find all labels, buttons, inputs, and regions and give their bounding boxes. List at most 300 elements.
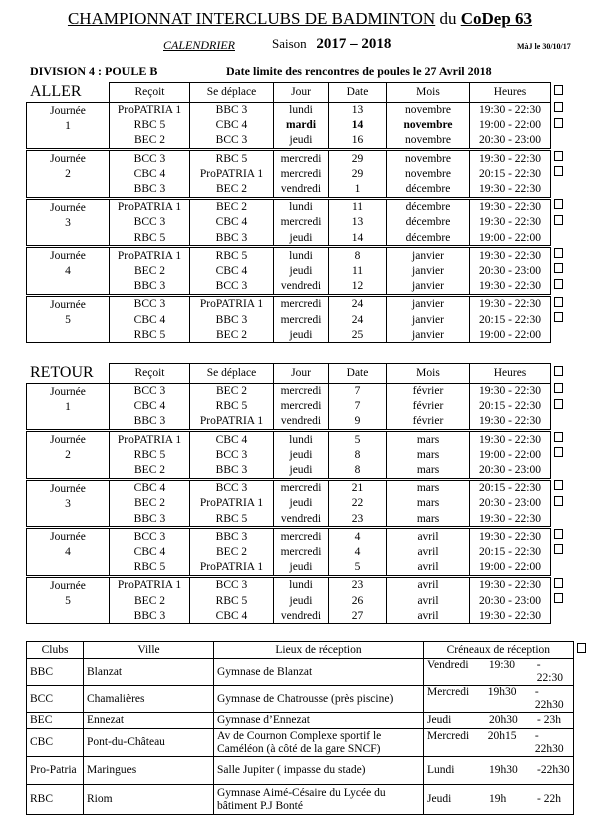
match-date: 4 — [329, 544, 387, 559]
match-hours: 19:30 - 22:30 — [470, 511, 551, 527]
match-home: BCC 3 — [110, 529, 190, 545]
journee-label: Journée — [50, 531, 86, 544]
match-date: 5 — [329, 432, 387, 448]
journee-number: 5 — [65, 594, 71, 607]
match-hours: 20:15 - 22:30 — [470, 480, 551, 496]
match-home: BBC 3 — [110, 279, 190, 295]
checkbox-icon[interactable] — [551, 577, 571, 593]
match-row — [27, 199, 571, 215]
checkbox-icon[interactable] — [551, 102, 571, 118]
clubs-column-header: Créneaux de réception — [424, 642, 574, 659]
club-city: Pont-du-Château — [84, 729, 214, 757]
club-city: Blanzat — [84, 659, 214, 686]
match-date: 25 — [329, 327, 387, 343]
match-month: avril — [387, 560, 470, 576]
match-day: mercredi — [274, 399, 329, 414]
match-away: ProPATRIA 1 — [190, 296, 274, 312]
match-hours: 19:00 - 22:00 — [470, 560, 551, 576]
match-hours: 19:30 - 22:30 — [470, 151, 551, 167]
match-home: ProPATRIA 1 — [110, 248, 190, 264]
match-away: RBC 5 — [190, 593, 274, 608]
match-month: novembre — [387, 151, 470, 167]
match-row — [27, 248, 571, 264]
journee-cell — [27, 480, 110, 527]
club-slot-start: 20h15 — [487, 729, 517, 742]
club-slot-day: Mercredi — [427, 686, 470, 698]
match-month: mars — [387, 496, 470, 511]
match-home: RBC 5 — [110, 560, 190, 576]
match-date: 22 — [329, 496, 387, 511]
journee-number: 4 — [65, 265, 71, 278]
match-away: BCC 3 — [190, 480, 274, 496]
journee-number: 1 — [65, 119, 71, 132]
match-home: RBC 5 — [110, 327, 190, 343]
journee-number: 2 — [65, 449, 71, 462]
club-slot-start: 19h30 — [487, 686, 517, 698]
club-place: Gymnase de Chatrousse (près piscine) — [214, 686, 424, 713]
match-day: mercredi — [274, 383, 329, 399]
match-month: avril — [387, 529, 470, 545]
club-row — [27, 686, 590, 713]
match-date: 1 — [329, 181, 387, 197]
match-month: avril — [387, 593, 470, 608]
match-day: jeudi — [274, 327, 329, 343]
match-away: BBC 3 — [190, 529, 274, 545]
match-date: 26 — [329, 593, 387, 608]
checkbox-icon[interactable] — [551, 447, 571, 462]
checkbox-icon — [551, 230, 571, 246]
match-home: CBC 4 — [110, 480, 190, 496]
match-away: RBC 5 — [190, 399, 274, 414]
match-home: BBC 3 — [110, 511, 190, 527]
club-slot — [424, 686, 574, 713]
checkbox-icon — [551, 608, 571, 624]
match-day: mercredi — [274, 151, 329, 167]
match-row — [27, 296, 571, 312]
club-slot-end: - 22h — [537, 793, 561, 805]
match-away: RBC 5 — [190, 151, 274, 167]
match-date: 16 — [329, 133, 387, 149]
club-slot-start: 20h30 — [489, 714, 518, 726]
journee-number: 5 — [65, 313, 71, 326]
journee-label: Journée — [50, 104, 86, 117]
match-date: 24 — [329, 312, 387, 327]
match-away: CBC 4 — [190, 432, 274, 448]
checkbox-icon[interactable] — [551, 593, 571, 608]
match-home: BBC 3 — [110, 414, 190, 430]
checkbox-icon[interactable] — [551, 199, 571, 215]
header-row — [27, 364, 571, 384]
empty-cell — [573, 713, 589, 729]
match-month: janvier — [387, 279, 470, 295]
checkbox-icon — [551, 560, 571, 576]
club-slot-end: - 22h30 — [534, 686, 564, 711]
match-month: janvier — [387, 263, 470, 278]
match-month: janvier — [387, 248, 470, 264]
match-date: 8 — [329, 447, 387, 462]
club-slot-day: Jeudi — [427, 793, 452, 805]
journee-label: Journée — [50, 579, 86, 592]
calendar-label: CALENDRIER — [163, 38, 235, 52]
match-hours: 19:30 - 22:30 — [470, 296, 551, 312]
column-header: Heures — [470, 364, 551, 384]
match-home: RBC 5 — [110, 447, 190, 462]
match-row — [27, 432, 571, 448]
journee-label: Journée — [50, 298, 86, 311]
club-slot — [424, 785, 574, 815]
club-club: BCC — [27, 686, 84, 713]
journee-number: 3 — [65, 216, 71, 229]
match-row — [27, 102, 571, 118]
checkbox-icon[interactable] — [551, 399, 571, 414]
match-month: mars — [387, 480, 470, 496]
match-month: janvier — [387, 312, 470, 327]
match-month: décembre — [387, 230, 470, 246]
journee-label: Journée — [50, 482, 86, 495]
match-month: mars — [387, 447, 470, 462]
title-main: CHAMPIONNAT INTERCLUBS DE BADMINTON — [67, 9, 436, 28]
match-hours: 19:00 - 22:00 — [470, 327, 551, 343]
match-date: 12 — [329, 279, 387, 295]
match-hours: 19:30 - 22:30 — [470, 432, 551, 448]
column-header: Date — [329, 83, 387, 103]
match-month: novembre — [387, 118, 470, 133]
club-city: Chamalières — [84, 686, 214, 713]
match-hours: 19:30 - 22:30 — [470, 279, 551, 295]
club-row — [27, 757, 590, 785]
match-hours: 19:00 - 22:00 — [470, 230, 551, 246]
club-slot — [424, 713, 574, 729]
match-day: mercredi — [274, 529, 329, 545]
match-home: BCC 3 — [110, 151, 190, 167]
match-home: BCC 3 — [110, 383, 190, 399]
club-club: RBC — [27, 785, 84, 815]
checkbox-icon[interactable] — [551, 544, 571, 559]
match-month: avril — [387, 577, 470, 593]
match-hours: 20:15 - 22:30 — [470, 399, 551, 414]
match-hours: 19:00 - 22:00 — [470, 118, 551, 133]
match-hours: 20:30 - 23:00 — [470, 462, 551, 478]
club-slot-day: Lundi — [427, 764, 455, 776]
match-hours: 19:30 - 22:30 — [470, 215, 551, 230]
match-month: novembre — [387, 166, 470, 181]
journee-cell — [27, 151, 110, 198]
column-header: Date — [329, 364, 387, 384]
checkbox-icon[interactable] — [551, 263, 571, 278]
clubs-header-row — [27, 642, 590, 659]
checkbox-icon[interactable] — [551, 432, 571, 448]
empty-cell — [573, 757, 589, 785]
journee-number: 2 — [65, 168, 71, 181]
checkbox-icon[interactable] — [551, 166, 571, 181]
match-date: 14 — [329, 230, 387, 246]
match-away: ProPATRIA 1 — [190, 560, 274, 576]
club-row — [27, 785, 590, 815]
match-day: jeudi — [274, 593, 329, 608]
checkbox-icon[interactable] — [551, 248, 571, 264]
match-away: CBC 4 — [190, 118, 274, 133]
checkbox-icon[interactable] — [551, 480, 571, 496]
checkbox-icon[interactable] — [551, 151, 571, 167]
deadline-note: Date limite des rencontres de poules le 27 Avril 2018 — [226, 64, 492, 78]
document-title — [0, 9, 600, 29]
match-hours: 20:30 - 23:00 — [470, 496, 551, 511]
match-away: RBC 5 — [190, 511, 274, 527]
match-day: mardi — [274, 118, 329, 133]
match-row — [27, 383, 571, 399]
match-hours: 19:30 - 22:30 — [470, 199, 551, 215]
match-away: ProPATRIA 1 — [190, 166, 274, 181]
empty-cell — [573, 659, 589, 686]
club-row — [27, 713, 590, 729]
match-hours: 19:30 - 22:30 — [470, 608, 551, 624]
match-date: 23 — [329, 577, 387, 593]
match-home: BEC 2 — [110, 593, 190, 608]
journee-cell — [27, 199, 110, 246]
journee-cell — [27, 432, 110, 479]
aller-label: ALLER — [30, 83, 82, 100]
match-month: novembre — [387, 133, 470, 149]
match-date: 24 — [329, 296, 387, 312]
club-slot — [424, 729, 574, 757]
match-away: CBC 4 — [190, 608, 274, 624]
checkbox-icon — [551, 511, 571, 527]
match-hours: 20:15 - 22:30 — [470, 544, 551, 559]
checkbox-icon[interactable] — [551, 364, 571, 384]
match-date: 8 — [329, 248, 387, 264]
clubs-column-header: Ville — [84, 642, 214, 659]
match-hours: 19:30 - 22:30 — [470, 383, 551, 399]
match-home: ProPATRIA 1 — [110, 199, 190, 215]
club-slot-start: 19:30 — [488, 659, 516, 671]
journee-number: 3 — [65, 497, 71, 510]
checkbox-icon[interactable] — [551, 496, 571, 511]
match-away: CBC 4 — [190, 263, 274, 278]
match-date: 29 — [329, 166, 387, 181]
match-day: jeudi — [274, 263, 329, 278]
club-place: Gymnase d’Ennezat — [214, 713, 424, 729]
match-day: mercredi — [274, 312, 329, 327]
column-header: Se déplace — [190, 83, 274, 103]
match-row — [27, 529, 571, 545]
season-label: Saison — [272, 36, 307, 51]
journee-cell — [27, 102, 110, 149]
club-slot — [424, 757, 574, 785]
checkbox-icon[interactable] — [551, 215, 571, 230]
match-day: mercredi — [274, 544, 329, 559]
header-row — [27, 83, 571, 103]
match-hours: 20:30 - 23:00 — [470, 263, 551, 278]
match-home: CBC 4 — [110, 312, 190, 327]
match-month: mars — [387, 462, 470, 478]
checkbox-icon — [551, 181, 571, 197]
club-slot-day: Mercredi — [427, 729, 470, 742]
match-date: 29 — [329, 151, 387, 167]
match-home: CBC 4 — [110, 544, 190, 559]
clubs-column-header: Lieux de réception — [214, 642, 424, 659]
journee-cell — [27, 383, 110, 430]
retour-label: RETOUR — [30, 364, 94, 381]
match-date: 13 — [329, 102, 387, 118]
match-row — [27, 480, 571, 496]
match-month: février — [387, 414, 470, 430]
match-hours: 20:15 - 22:30 — [470, 312, 551, 327]
club-place: Salle Jupiter ( impasse du stade) — [214, 757, 424, 785]
club-club: Pro-Patria — [27, 757, 84, 785]
match-home: ProPATRIA 1 — [110, 432, 190, 448]
column-header: Se déplace — [190, 364, 274, 384]
match-day: mercredi — [274, 480, 329, 496]
match-month: mars — [387, 432, 470, 448]
journee-cell — [27, 248, 110, 295]
column-header: Reçoit — [110, 83, 190, 103]
journee-number: 4 — [65, 546, 71, 559]
retour-schedule-table — [26, 363, 571, 624]
match-home: BEC 2 — [110, 263, 190, 278]
match-day: jeudi — [274, 447, 329, 462]
journee-label: Journée — [50, 250, 86, 263]
match-month: janvier — [387, 327, 470, 343]
checkbox-icon[interactable] — [551, 529, 571, 545]
match-date: 13 — [329, 215, 387, 230]
match-away: RBC 5 — [190, 248, 274, 264]
match-away: BEC 2 — [190, 544, 274, 559]
match-home: ProPATRIA 1 — [110, 577, 190, 593]
empty-cell — [573, 686, 589, 713]
match-month: avril — [387, 544, 470, 559]
match-day: vendredi — [274, 414, 329, 430]
club-slot-values — [427, 730, 570, 756]
match-date: 5 — [329, 560, 387, 576]
match-month: avril — [387, 608, 470, 624]
match-away: BBC 3 — [190, 230, 274, 246]
match-home: BCC 3 — [110, 296, 190, 312]
match-home: RBC 5 — [110, 230, 190, 246]
match-date: 8 — [329, 462, 387, 478]
match-date: 7 — [329, 399, 387, 414]
match-away: BBC 3 — [190, 312, 274, 327]
match-row — [27, 577, 571, 593]
match-home: BBC 3 — [110, 608, 190, 624]
column-header: Jour — [274, 364, 329, 384]
match-hours: 19:30 - 22:30 — [470, 248, 551, 264]
match-away: BBC 3 — [190, 102, 274, 118]
match-home: BEC 2 — [110, 462, 190, 478]
club-slot-values — [427, 686, 570, 712]
match-day: mercredi — [274, 166, 329, 181]
match-month: décembre — [387, 215, 470, 230]
match-hours: 19:30 - 22:30 — [470, 577, 551, 593]
clubs-column-header: Clubs — [27, 642, 84, 659]
journee-number: 1 — [65, 400, 71, 413]
match-day: lundi — [274, 432, 329, 448]
season — [272, 36, 391, 53]
aller-schedule-table — [26, 82, 571, 343]
match-day: vendredi — [274, 608, 329, 624]
club-club: BEC — [27, 713, 84, 729]
match-hours: 20:30 - 23:00 — [470, 593, 551, 608]
match-away: BEC 2 — [190, 181, 274, 197]
match-date: 23 — [329, 511, 387, 527]
match-away: ProPATRIA 1 — [190, 414, 274, 430]
journee-label: Journée — [50, 201, 86, 214]
checkbox-icon — [551, 327, 571, 343]
match-away: BCC 3 — [190, 577, 274, 593]
match-day: lundi — [274, 248, 329, 264]
journee-cell — [27, 296, 110, 343]
match-away: BEC 2 — [190, 383, 274, 399]
match-away: BBC 3 — [190, 462, 274, 478]
empty-cell — [573, 729, 589, 757]
match-home: BEC 2 — [110, 133, 190, 149]
match-hours: 19:00 - 22:00 — [470, 447, 551, 462]
division-label: DIVISION 4 : POULE B — [30, 64, 158, 78]
match-home: BEC 2 — [110, 496, 190, 511]
match-home: ProPATRIA 1 — [110, 102, 190, 118]
match-day: jeudi — [274, 133, 329, 149]
match-home: BBC 3 — [110, 181, 190, 197]
journee-cell — [27, 577, 110, 624]
match-month: décembre — [387, 199, 470, 215]
column-header: Mois — [387, 83, 470, 103]
match-hours: 19:30 - 22:30 — [470, 181, 551, 197]
match-hours: 19:30 - 22:30 — [470, 414, 551, 430]
title-codep: CoDep 63 — [460, 9, 533, 28]
club-row — [27, 729, 590, 757]
club-slot-end: - 23h — [537, 714, 561, 726]
match-day: lundi — [274, 577, 329, 593]
clubs-table — [26, 641, 590, 815]
subtitle-row — [0, 37, 600, 55]
checkbox-icon[interactable] — [551, 118, 571, 133]
match-date: 9 — [329, 414, 387, 430]
match-day: jeudi — [274, 230, 329, 246]
checkbox-icon[interactable] — [551, 312, 571, 327]
club-club: BBC — [27, 659, 84, 686]
club-slot-values — [427, 659, 570, 685]
checkbox-icon — [551, 133, 571, 149]
match-date: 11 — [329, 263, 387, 278]
checkbox-icon[interactable] — [551, 279, 571, 295]
club-slot-day: Jeudi — [427, 714, 452, 726]
match-day: jeudi — [274, 462, 329, 478]
match-hours: 20:30 - 23:00 — [470, 133, 551, 149]
match-away: BEC 2 — [190, 199, 274, 215]
division-line — [30, 64, 492, 79]
header-spacer — [27, 364, 110, 384]
match-day: mercredi — [274, 215, 329, 230]
club-row — [27, 659, 590, 686]
checkbox-icon — [551, 414, 571, 430]
match-hours: 19:30 - 22:30 — [470, 529, 551, 545]
match-day: jeudi — [274, 496, 329, 511]
checkbox-icon — [551, 462, 571, 478]
match-home: BCC 3 — [110, 215, 190, 230]
checkbox-icon[interactable] — [551, 383, 571, 399]
club-city: Riom — [84, 785, 214, 815]
checkbox-icon[interactable] — [573, 642, 589, 659]
checkbox-icon[interactable] — [551, 296, 571, 312]
match-day: vendredi — [274, 279, 329, 295]
update-note: MàJ le 30/10/17 — [517, 42, 571, 51]
match-row — [27, 151, 571, 167]
match-home: CBC 4 — [110, 166, 190, 181]
match-away: BEC 2 — [190, 327, 274, 343]
empty-cell — [573, 785, 589, 815]
checkbox-icon[interactable] — [551, 83, 571, 103]
match-date: 14 — [329, 118, 387, 133]
match-date: 27 — [329, 608, 387, 624]
